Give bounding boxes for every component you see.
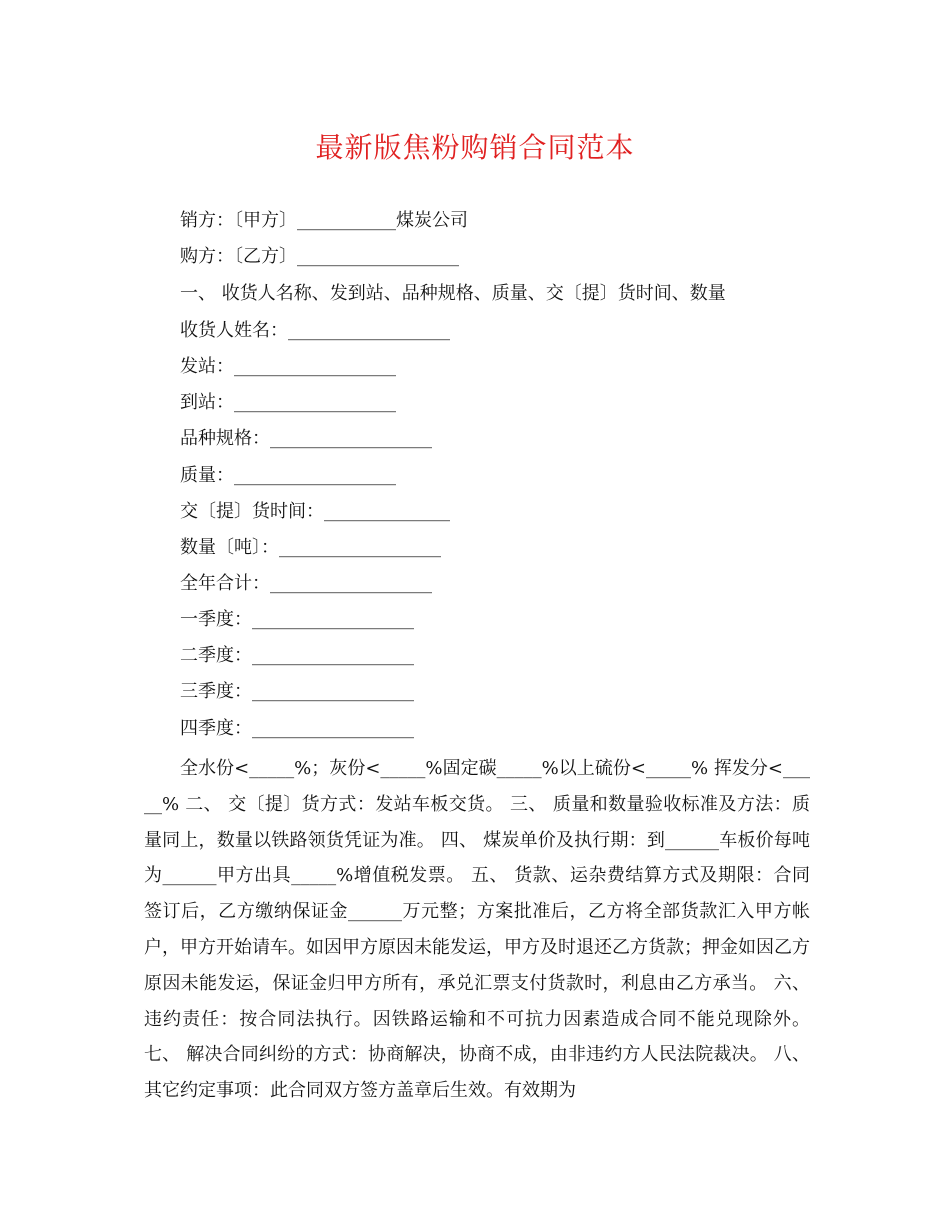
document-title: 最新版焦粉购销合同范本 bbox=[315, 131, 635, 164]
departure-station-line: 发站：__________________ bbox=[180, 356, 396, 377]
delivery-time-line: 交〔提〕货时间：______________ bbox=[180, 501, 450, 522]
specification-line: 品种规格：__________________ bbox=[180, 428, 432, 449]
quarter-two-line: 二季度：__________________ bbox=[180, 645, 414, 666]
quarter-one-line: 一季度：__________________ bbox=[180, 609, 414, 630]
section-one-heading: 一、 收货人名称、发到站、品种规格、质量、交〔提〕货时间、数量 bbox=[180, 283, 726, 304]
annual-total-line: 全年合计：__________________ bbox=[180, 573, 432, 594]
quarter-three-line: 三季度：__________________ bbox=[180, 681, 414, 702]
arrival-station-line: 到站：__________________ bbox=[180, 392, 396, 413]
seller-line: 销方：〔甲方〕___________煤炭公司 bbox=[180, 210, 468, 231]
contract-terms-paragraph: 全水份<_____%；灰份<_____%固定碳_____%以上硫份<_____% 挥发分<_____% 二、 交〔提〕货方式：发站车板交货。 三、 质量和数量验收标准及方法：质量同上，数量以铁路领货凭证为准。 四、 煤炭单价及执行期：到______车板价每吨为______甲方出具_____%增值税发票。 五、 货款、运杂费结算方式及期限：合同签订后，乙方缴纳保证金______万元整；方案批准后，乙方将全部货款汇入甲方帐户，甲方开始请车。如因甲方原因未能发运，甲方及时退还乙方货款；押金如因乙方原因未能发运，保证金归甲方所有，承兑汇票支付货款时，利息由乙方承当。 六、 违约责任：按合同法执行。因铁路运输和不可抗力因素造成合同不能兑现除外。 七、 解决合同纠纷的方式：协商解决，协商不成，由非违约方人民法院裁决。 八、 其它约定事项：此合同双方签方盖章后生效。有效期为 bbox=[144, 758, 810, 1102]
buyer-line: 购方：〔乙方〕__________________ bbox=[180, 246, 459, 267]
quality-line: 质量：__________________ bbox=[180, 465, 396, 486]
consignee-name-line: 收货人姓名：__________________ bbox=[180, 320, 450, 341]
quantity-line: 数量〔吨〕：__________________ bbox=[180, 537, 441, 558]
quarter-four-line: 四季度：__________________ bbox=[180, 718, 414, 739]
